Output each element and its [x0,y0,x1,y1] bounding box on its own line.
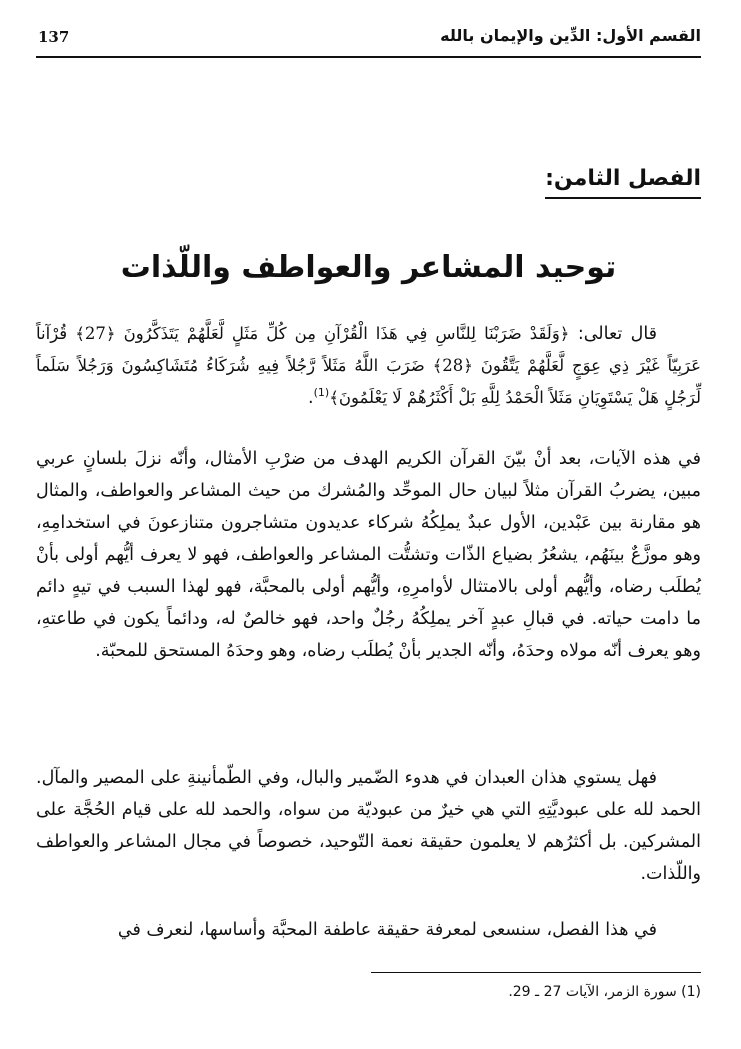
paragraph-text: فهل يستوي هذان العبدان في هدوء الضّمير والبال، وفي الطّمأنينةِ على المصير والمآل. الحمد لله على عبوديَّتِهِ التي هي خيرٌ من عبوديّة من سواه، والحمد لله على قيام الحُجَّة على المشركين. بل أكثرُهم لا يعلمون حقيقة نعمة التّوحيد، خصوصاً في مجال المشاعر والعواطف واللّذات. [36,768,701,884]
footnote-reference: (1) [313,386,330,400]
verse-intro: قال تعالى: [569,324,658,344]
body-paragraph-1 [36,443,701,667]
running-head: القسم الأول: الدِّين والإيمان بالله [440,26,701,45]
body-paragraph-3 [36,914,701,946]
verse-paragraph [36,318,701,414]
footnote-divider [371,972,701,973]
chapter-label: الفصل الثامن: [545,166,701,199]
quran-verse: ﴿وَلَقَدْ ضَرَبْنَا لِلنَّاسِ فِي هَذَا الْقُرْآنِ مِن كُلِّ مَثَلٍ لَّعَلَّهُمْ يَتَذَكَّرُونَ ﴿27﴾ قُرْآناً عَرَبِيّاً غَيْرَ ذِي عِوَجٍ لَّعَلَّهُمْ يَتَّقُونَ ﴿28﴾ ضَرَبَ اللَّهُ مَثَلاً رَّجُلاً فِيهِ شُرَكَاءُ مُتَشَاكِسُونَ وَرَجُلاً سَلَماً لِّرَجُلٍ هَلْ يَسْتَوِيَانِ مَثَلاً الْحَمْدُ لِلَّهِ بَلْ أَكْثَرُهُمْ لَا يَعْلَمُونَ﴾ [36,324,702,407]
page-header [36,22,701,58]
footnote-text: سورة الزمر، الآيات 27 ـ 29. [508,984,677,1000]
verse-end: . [308,388,314,408]
footnote-number: (1) [681,984,701,1000]
chapter-title: توحيد المشاعر والعواطف واللّذات [120,250,617,285]
footnote [508,984,701,1000]
paragraph-text: في هذه الآيات، بعد أنْ بيّنَ القرآن الكريم الهدف من ضرْبِ الأمثال، وأنّه نزلَ بلسانٍ عربي مبين، يضربُ القرآن مثلاً لبيان حال الموحِّد والمُشرك من حيث المشاعر والعواطف، والمثال هو مقارنة بين عَبْدين، الأول عبدٌ يملِكُهُ شركاء عديدون متشاجرون متنازعونَ في استخدامِهِ، وهو موزَّعٌ بينَهُم، يشعُرُ بضياع الذّات وتشتُّت المشاعر والعواطف، فهو لا يعرف أيُّهم أولى بأنْ يُطلَب رضاه، وأيُّهم أولى بالامتثال لأوامرِهِ، وأيُّهم أولى بالمحبَّة، فهو لهذا السبب في تيهٍ دائم ما دامت حياته. في قبالِ عبدٍ آخر يملِكُهُ رجُلٌ واحد، فهو خالصٌ له، ودائماً يكون في طاعتهِ، وهو يعرف أنّه مولاه وحدَهُ، وأنّه الجدير بأنْ يُطلَب رضاه، وهو وحدَهُ المستحق للمحبّة. [36,449,701,661]
body-paragraph-2 [36,762,701,890]
page-number: 137 [38,28,70,46]
paragraph-text: في هذا الفصل، سنسعى لمعرفة حقيقة عاطفة المحبَّة وأساسها، لنعرف في [117,920,657,940]
